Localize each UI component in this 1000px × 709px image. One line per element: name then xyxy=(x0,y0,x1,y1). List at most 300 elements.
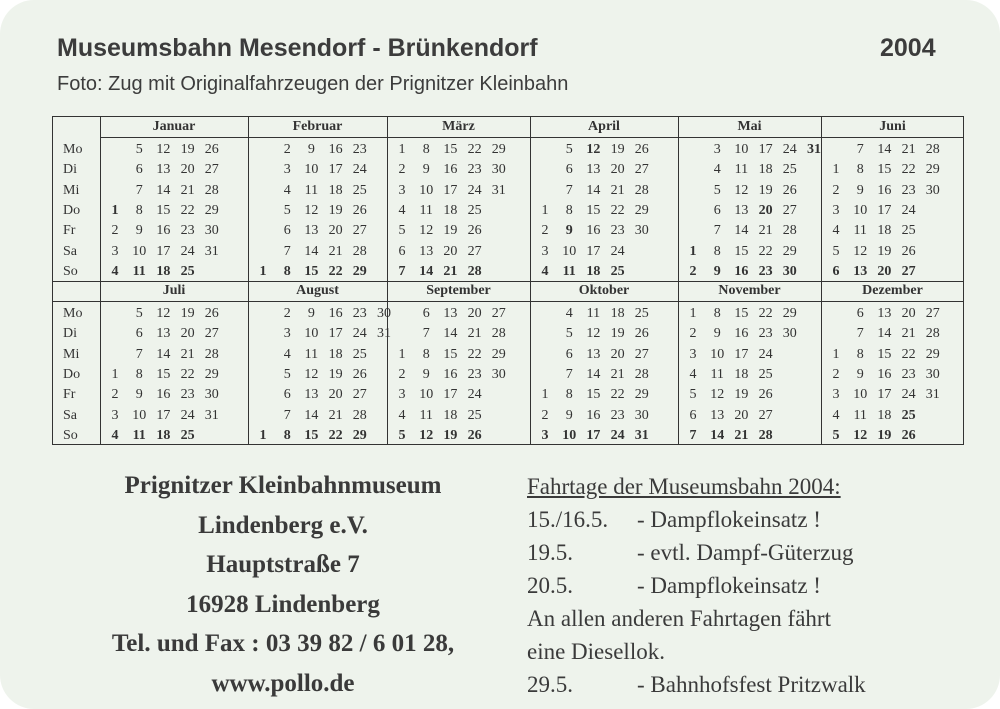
calendar-day: 9 xyxy=(713,263,721,279)
address-line-phone: Tel. und Fax : 03 39 82 / 6 01 28, xyxy=(111,630,455,657)
calendar-day: 12 xyxy=(304,202,319,218)
calendar-day: 9 xyxy=(856,366,864,382)
calendar-day: 28 xyxy=(204,182,219,198)
calendar-day: 24 xyxy=(782,142,797,157)
calendar-day: 10 xyxy=(419,387,434,403)
calendar-day: 27 xyxy=(634,162,649,178)
calendar-day: 17 xyxy=(328,326,343,342)
calendar-day: 20 xyxy=(443,243,458,259)
calendar-day: 1 xyxy=(111,366,119,382)
calendar-day: 8 xyxy=(713,243,721,259)
calendar-day: 18 xyxy=(586,263,601,279)
month-name: Juli xyxy=(162,283,186,298)
calendar-day: 30 xyxy=(634,223,649,239)
calendar-day: 13 xyxy=(419,243,434,259)
calendar-day: 8 xyxy=(422,142,430,157)
calendar-day: 17 xyxy=(877,387,892,403)
calendar-day: 6 xyxy=(283,223,291,239)
calendar-day: 6 xyxy=(824,264,848,280)
calendar-day: 2 xyxy=(398,162,406,178)
calendar-day: 30 xyxy=(782,326,797,342)
calendar-day: 25 xyxy=(352,346,367,362)
calendar-day: 13 xyxy=(304,223,319,239)
calendar-day: 3 xyxy=(283,326,291,342)
calendar-day: 11 xyxy=(853,223,867,239)
calendar-day: 8 xyxy=(135,202,143,218)
calendar-day: 7 xyxy=(422,326,430,342)
calendar-day: 5 xyxy=(283,202,291,218)
calendar-day: 11 xyxy=(419,407,433,423)
calendar-day: 20 xyxy=(467,306,482,321)
calendar-day: 18 xyxy=(328,346,343,362)
calendar-day: 20 xyxy=(328,387,343,403)
calendar-day: 16 xyxy=(729,264,753,280)
calendar-day: 29 xyxy=(204,366,219,382)
calendar-day: 27 xyxy=(352,223,367,239)
calendar-day: 11 xyxy=(132,263,146,279)
calendar-day: 19 xyxy=(443,427,458,443)
calendar-day: 22 xyxy=(610,387,625,403)
calendar-day: 11 xyxy=(557,264,581,280)
calendar-day: 7 xyxy=(565,182,573,198)
calendar-day: 13 xyxy=(853,263,868,279)
calendar-day: 5 xyxy=(135,306,143,321)
calendar-day: 19 xyxy=(877,427,892,443)
calendar-day: 25 xyxy=(180,263,195,279)
calendar-day: 20 xyxy=(901,306,916,321)
calendar-day: 2 xyxy=(681,264,705,280)
calendar-day: 2 xyxy=(111,387,119,403)
fahrtage-desc: - Dampflokeinsatz ! xyxy=(637,573,821,598)
calendar-day: 11 xyxy=(132,427,146,443)
calendar-day: 8 xyxy=(283,263,291,279)
calendar-day: 4 xyxy=(111,263,119,279)
address-line-website: www.pollo.de xyxy=(211,669,355,697)
calendar-day: 16 xyxy=(156,223,171,239)
calendar-day: 8 xyxy=(856,346,864,362)
calendar-day: 16 xyxy=(586,407,601,423)
calendar-day: 19 xyxy=(758,182,773,198)
calendar-day: 29 xyxy=(352,263,367,279)
calendar-day: 5 xyxy=(689,387,697,403)
calendar-day: 22 xyxy=(758,306,773,321)
calendar-day: 21 xyxy=(328,407,343,423)
calendar-day: 27 xyxy=(204,326,219,342)
calendar-day: 2 xyxy=(283,306,291,321)
calendar-day: 1 xyxy=(681,244,705,260)
calendar-day: 12 xyxy=(156,306,171,321)
calendar-day: 17 xyxy=(758,142,773,157)
calendar-day: 28 xyxy=(204,346,219,362)
calendar-day: 10 xyxy=(710,346,725,362)
calendar-day: 14 xyxy=(156,182,171,198)
calendar-day: 4 xyxy=(832,407,840,423)
calendar-day: 25 xyxy=(352,182,367,198)
calendar-day: 7 xyxy=(713,223,721,239)
calendar-day: 10 xyxy=(419,182,434,198)
calendar-day: 21 xyxy=(901,326,916,342)
calendar-day: 8 xyxy=(135,366,143,382)
calendar-day: 18 xyxy=(328,182,343,198)
calendar-day: 29 xyxy=(352,427,367,443)
calendar-day: 19 xyxy=(180,142,195,157)
calendar-day: 7 xyxy=(856,142,864,157)
calendar-day: 25 xyxy=(610,263,625,279)
calendar-day: 13 xyxy=(877,306,892,321)
calendar-day: 24 xyxy=(180,407,195,423)
calendar-day: 7 xyxy=(689,427,697,443)
calendar-day: 27 xyxy=(204,162,219,178)
calendar-day: 28 xyxy=(925,326,940,342)
calendar-day: 7 xyxy=(565,366,573,382)
calendar-day: 22 xyxy=(901,162,916,178)
calendar-day: 1 xyxy=(259,427,267,443)
weekday-label: Mi xyxy=(63,346,80,362)
calendar-day: 22 xyxy=(180,366,195,382)
calendar-day: 18 xyxy=(734,366,749,382)
calendar-day: 2 xyxy=(832,366,840,382)
photo-caption: Foto: Zug mit Originalfahrzeugen der Prignitzer Kleinbahn xyxy=(57,73,569,95)
calendar-day: 17 xyxy=(877,202,892,218)
grid-line xyxy=(53,301,963,302)
calendar-day: 11 xyxy=(853,407,867,423)
calendar-day: 24 xyxy=(758,346,773,362)
calendar-day: 12 xyxy=(419,223,434,239)
grid-line xyxy=(53,281,963,282)
calendar-day: 3 xyxy=(103,408,127,424)
calendar-day: 23 xyxy=(352,142,367,157)
calendar-day: 10 xyxy=(304,162,319,178)
calendar-day: 24 xyxy=(610,243,625,259)
calendar-day: 25 xyxy=(758,366,773,382)
calendar-day: 23 xyxy=(180,387,195,403)
calendar-day: 16 xyxy=(443,162,458,178)
calendar-day: 14 xyxy=(586,182,601,198)
calendar-day: 9 xyxy=(713,326,721,342)
calendar-day: 10 xyxy=(557,244,581,260)
calendar-day: 25 xyxy=(634,306,649,321)
fahrtage-list xyxy=(527,470,866,701)
calendar-day: 29 xyxy=(925,162,940,178)
calendar-day: 4 xyxy=(713,162,721,178)
calendar-day: 13 xyxy=(586,346,601,362)
weekday-label: Do xyxy=(63,366,81,382)
calendar-day: 9 xyxy=(307,142,315,157)
calendar-day: 26 xyxy=(352,366,367,382)
weekday-label: Mo xyxy=(63,142,83,157)
calendar-day: 9 xyxy=(135,223,143,239)
fahrtage-desc: - Bahnhofsfest Pritzwalk xyxy=(637,672,866,697)
month-name: Oktober xyxy=(578,283,630,298)
calendar-day: 4 xyxy=(398,202,406,218)
calendar-day: 30 xyxy=(491,366,506,382)
calendar-day: 26 xyxy=(758,387,773,403)
calendar-day: 30 xyxy=(925,182,940,198)
calendar-day: 23 xyxy=(467,366,482,382)
calendar-day: 24 xyxy=(901,387,916,403)
calendar-day: 7 xyxy=(135,346,143,362)
calendar-day: 21 xyxy=(758,223,773,239)
calendar-day: 1 xyxy=(832,346,840,362)
calendar-day: 17 xyxy=(734,346,749,362)
calendar-day: 6 xyxy=(283,387,291,403)
calendar-day: 1 xyxy=(259,263,267,279)
calendar-day: 26 xyxy=(901,427,916,443)
calendar-day: 21 xyxy=(180,346,195,362)
calendar-day: 28 xyxy=(491,326,506,342)
calendar-day: 19 xyxy=(734,387,749,403)
calendar-day: 24 xyxy=(467,387,482,403)
calendar-day: 2 xyxy=(283,142,291,157)
calendar-day: 22 xyxy=(328,263,343,279)
calendar-day: 27 xyxy=(491,306,506,321)
calendar-day: 4 xyxy=(283,346,291,362)
calendar-day: 14 xyxy=(877,142,892,157)
calendar-day: 28 xyxy=(467,263,482,279)
calendar-day: 23 xyxy=(901,366,916,382)
fahrtage-date: 29.5. xyxy=(527,672,573,697)
calendar-day: 10 xyxy=(853,202,868,218)
calendar-day: 15 xyxy=(734,306,749,321)
calendar-day: 30 xyxy=(204,387,219,403)
calendar-day: 10 xyxy=(853,387,868,403)
calendar-day: 14 xyxy=(443,326,458,342)
calendar-day: 26 xyxy=(634,142,649,157)
calendar-day: 18 xyxy=(156,427,171,443)
calendar-day: 14 xyxy=(156,346,171,362)
calendar-day: 20 xyxy=(610,162,625,178)
calendar-day: 7 xyxy=(283,243,291,259)
calendar-day: 2 xyxy=(398,366,406,382)
calendar-day: 13 xyxy=(443,306,458,321)
calendar-day: 2 xyxy=(111,223,119,239)
calendar-day: 23 xyxy=(901,182,916,198)
calendar-day: 30 xyxy=(204,223,219,239)
calendar-day: 1 xyxy=(689,306,697,321)
calendar-day: 15 xyxy=(304,263,319,279)
calendar-day: 10 xyxy=(304,326,319,342)
calendar-day: 25 xyxy=(901,407,916,423)
calendar-day: 6 xyxy=(135,326,143,342)
calendar-day: 10 xyxy=(734,142,749,157)
calendar-day: 24 xyxy=(467,182,482,198)
grid-line xyxy=(387,117,388,444)
calendar-day: 18 xyxy=(443,407,458,423)
calendar-day: 7 xyxy=(135,182,143,198)
calendar-day: 6 xyxy=(398,243,406,259)
calendar-day: 30 xyxy=(491,162,506,178)
month-name: Dezember xyxy=(862,283,923,298)
calendar-day: 7 xyxy=(856,326,864,342)
calendar-day: 16 xyxy=(877,182,892,198)
calendar-day: 19 xyxy=(328,202,343,218)
calendar-day: 17 xyxy=(443,182,458,198)
calendar-day: 30 xyxy=(782,263,797,279)
calendar-day: 20 xyxy=(754,203,778,219)
calendar-day: 20 xyxy=(877,263,892,279)
weekday-label: So xyxy=(63,427,78,443)
calendar-day: 22 xyxy=(328,427,343,443)
calendar-day: 19 xyxy=(610,142,625,157)
calendar-day: 4 xyxy=(103,428,127,444)
fahrtage-title: Fahrtage der Museumsbahn 2004: xyxy=(527,474,841,499)
calendar-day: 18 xyxy=(156,263,171,279)
calendar-day: 15 xyxy=(586,202,601,218)
calendar-day: 2 xyxy=(541,223,549,239)
calendar-day: 4 xyxy=(565,306,573,321)
address-line-city: 16928 Lindenberg xyxy=(186,590,380,618)
calendar-day: 4 xyxy=(283,182,291,198)
calendar-day: 18 xyxy=(610,306,625,321)
calendar-day: 9 xyxy=(565,407,573,423)
calendar-day: 13 xyxy=(586,162,601,178)
calendar-day: 4 xyxy=(689,366,697,382)
fahrtage-item xyxy=(527,536,854,569)
calendar-day: 3 xyxy=(832,202,840,218)
calendar-day: 29 xyxy=(782,306,797,321)
calendar-day: 18 xyxy=(758,162,773,178)
calendar-day: 29 xyxy=(634,387,649,403)
calendar-day: 15 xyxy=(156,202,171,218)
calendar-day: 8 xyxy=(565,387,573,403)
calendar-day: 12 xyxy=(581,142,605,158)
calendar-day: 25 xyxy=(467,202,482,218)
calendar-day: 5 xyxy=(565,326,573,342)
month-name: November xyxy=(718,283,781,298)
calendar-day: 7 xyxy=(275,408,299,424)
calendar-day: 10 xyxy=(562,427,577,443)
calendar-day: 20 xyxy=(610,346,625,362)
calendar-day: 27 xyxy=(901,263,916,279)
calendar-day: 4 xyxy=(541,263,549,279)
calendar-day: 15 xyxy=(586,387,601,403)
calendar-day: 18 xyxy=(877,223,892,239)
calendar-day: 26 xyxy=(901,243,916,259)
fahrtage-note: An allen anderen Fahrtagen fährt xyxy=(527,606,831,631)
calendar-day: 15 xyxy=(729,244,753,260)
calendar-day: 23 xyxy=(610,407,625,423)
address-line-org: Lindenberg e.V. xyxy=(198,511,368,539)
calendar-day: 31 xyxy=(204,407,219,423)
calendar-day: 30 xyxy=(634,407,649,423)
calendar-day: 21 xyxy=(180,182,195,198)
calendar-day: 8 xyxy=(565,202,573,218)
calendar-day: 6 xyxy=(565,162,573,178)
calendar-day: 16 xyxy=(443,366,458,382)
month-name: Januar xyxy=(152,119,196,134)
fahrtage-item xyxy=(527,503,841,536)
calendar-day: 17 xyxy=(586,427,601,443)
address-line-name: Prignitzer Kleinbahnmuseum xyxy=(124,472,442,499)
calendar-day: 11 xyxy=(586,306,601,321)
calendar-day: 26 xyxy=(467,427,482,443)
calendar-day: 16 xyxy=(328,306,343,321)
calendar-day: 31 xyxy=(634,427,649,443)
calendar-day: 26 xyxy=(352,202,367,218)
calendar-day: 5 xyxy=(135,142,143,157)
calendar-day: 28 xyxy=(782,223,797,239)
calendar-day: 1 xyxy=(398,346,406,362)
weekday-label: Sa xyxy=(63,243,77,259)
calendar-day: 2 xyxy=(832,182,840,198)
calendar-day: 11 xyxy=(734,162,749,178)
calendar-day: 17 xyxy=(443,387,458,403)
calendar-day: 29 xyxy=(491,346,506,362)
calendar-day: 19 xyxy=(610,326,625,342)
calendar-day: 5 xyxy=(565,142,573,157)
calendar-day: 1 xyxy=(398,142,406,157)
calendar-day: 3 xyxy=(533,428,557,444)
calendar-day: 25 xyxy=(782,162,797,178)
calendar-day: 8 xyxy=(275,428,299,444)
calendar-day: 3 xyxy=(541,243,549,259)
calendar-day: 3 xyxy=(832,387,840,403)
calendar-day: 27 xyxy=(925,306,940,321)
calendar-day: 5 xyxy=(398,223,406,239)
calendar-day: 12 xyxy=(304,366,319,382)
month-name: Mai xyxy=(737,119,762,134)
calendar-day: 15 xyxy=(877,162,892,178)
calendar-day: 14 xyxy=(586,366,601,382)
calendar-day: 1 xyxy=(111,202,119,218)
fahrtage-date: 15./16.5. xyxy=(527,507,609,532)
calendar-day: 12 xyxy=(419,427,434,443)
calendar-day: 14 xyxy=(710,427,725,443)
calendar-day: 31 xyxy=(807,142,821,157)
calendar-day: 18 xyxy=(443,202,458,218)
calendar-day: 9 xyxy=(422,366,430,382)
calendar-day: 9 xyxy=(307,306,315,321)
calendar-day: 3 xyxy=(713,142,721,157)
calendar-day: 28 xyxy=(634,366,649,382)
calendar-day: 24 xyxy=(180,243,195,259)
calendar-day: 26 xyxy=(634,326,649,342)
fahrtage-item xyxy=(527,668,866,701)
calendar-day: 3 xyxy=(689,346,697,362)
calendar-day: 9 xyxy=(135,387,143,403)
calendar-day: 6 xyxy=(135,162,143,178)
calendar-day: 12 xyxy=(156,142,171,157)
fahrtage-desc: - evtl. Dampf-Güterzug xyxy=(637,540,854,565)
grid-line xyxy=(100,117,101,444)
card-year: 2004 xyxy=(880,34,936,62)
calendar-day: 13 xyxy=(304,387,319,403)
calendar-day: 5 xyxy=(283,366,291,382)
fahrtage-date: 20.5. xyxy=(527,573,573,598)
calendar-day: 8 xyxy=(856,162,864,178)
fahrtage-desc: - Dampflokeinsatz ! xyxy=(637,507,821,532)
calendar-day: 24 xyxy=(352,162,367,178)
calendar-day: 19 xyxy=(877,243,892,259)
calendar-day: 29 xyxy=(925,346,940,362)
calendar-day: 21 xyxy=(443,263,458,279)
calendar-day: 27 xyxy=(758,407,773,423)
calendar-day: 13 xyxy=(156,162,171,178)
calendar-day: 31 xyxy=(925,387,940,403)
calendar-day: 3 xyxy=(398,182,406,198)
calendar-day: 24 xyxy=(352,326,367,342)
calendar-day: 22 xyxy=(180,202,195,218)
calendar-day: 25 xyxy=(467,407,482,423)
calendar-day: 2 xyxy=(533,408,557,424)
year-calendar xyxy=(52,116,964,445)
calendar-day: 22 xyxy=(467,142,482,157)
calendar-day: 31 xyxy=(204,243,219,259)
calendar-day: 21 xyxy=(734,427,749,443)
calendar-day: 7 xyxy=(398,263,406,279)
calendar-day: 3 xyxy=(111,243,119,259)
calendar-day: 27 xyxy=(352,387,367,403)
